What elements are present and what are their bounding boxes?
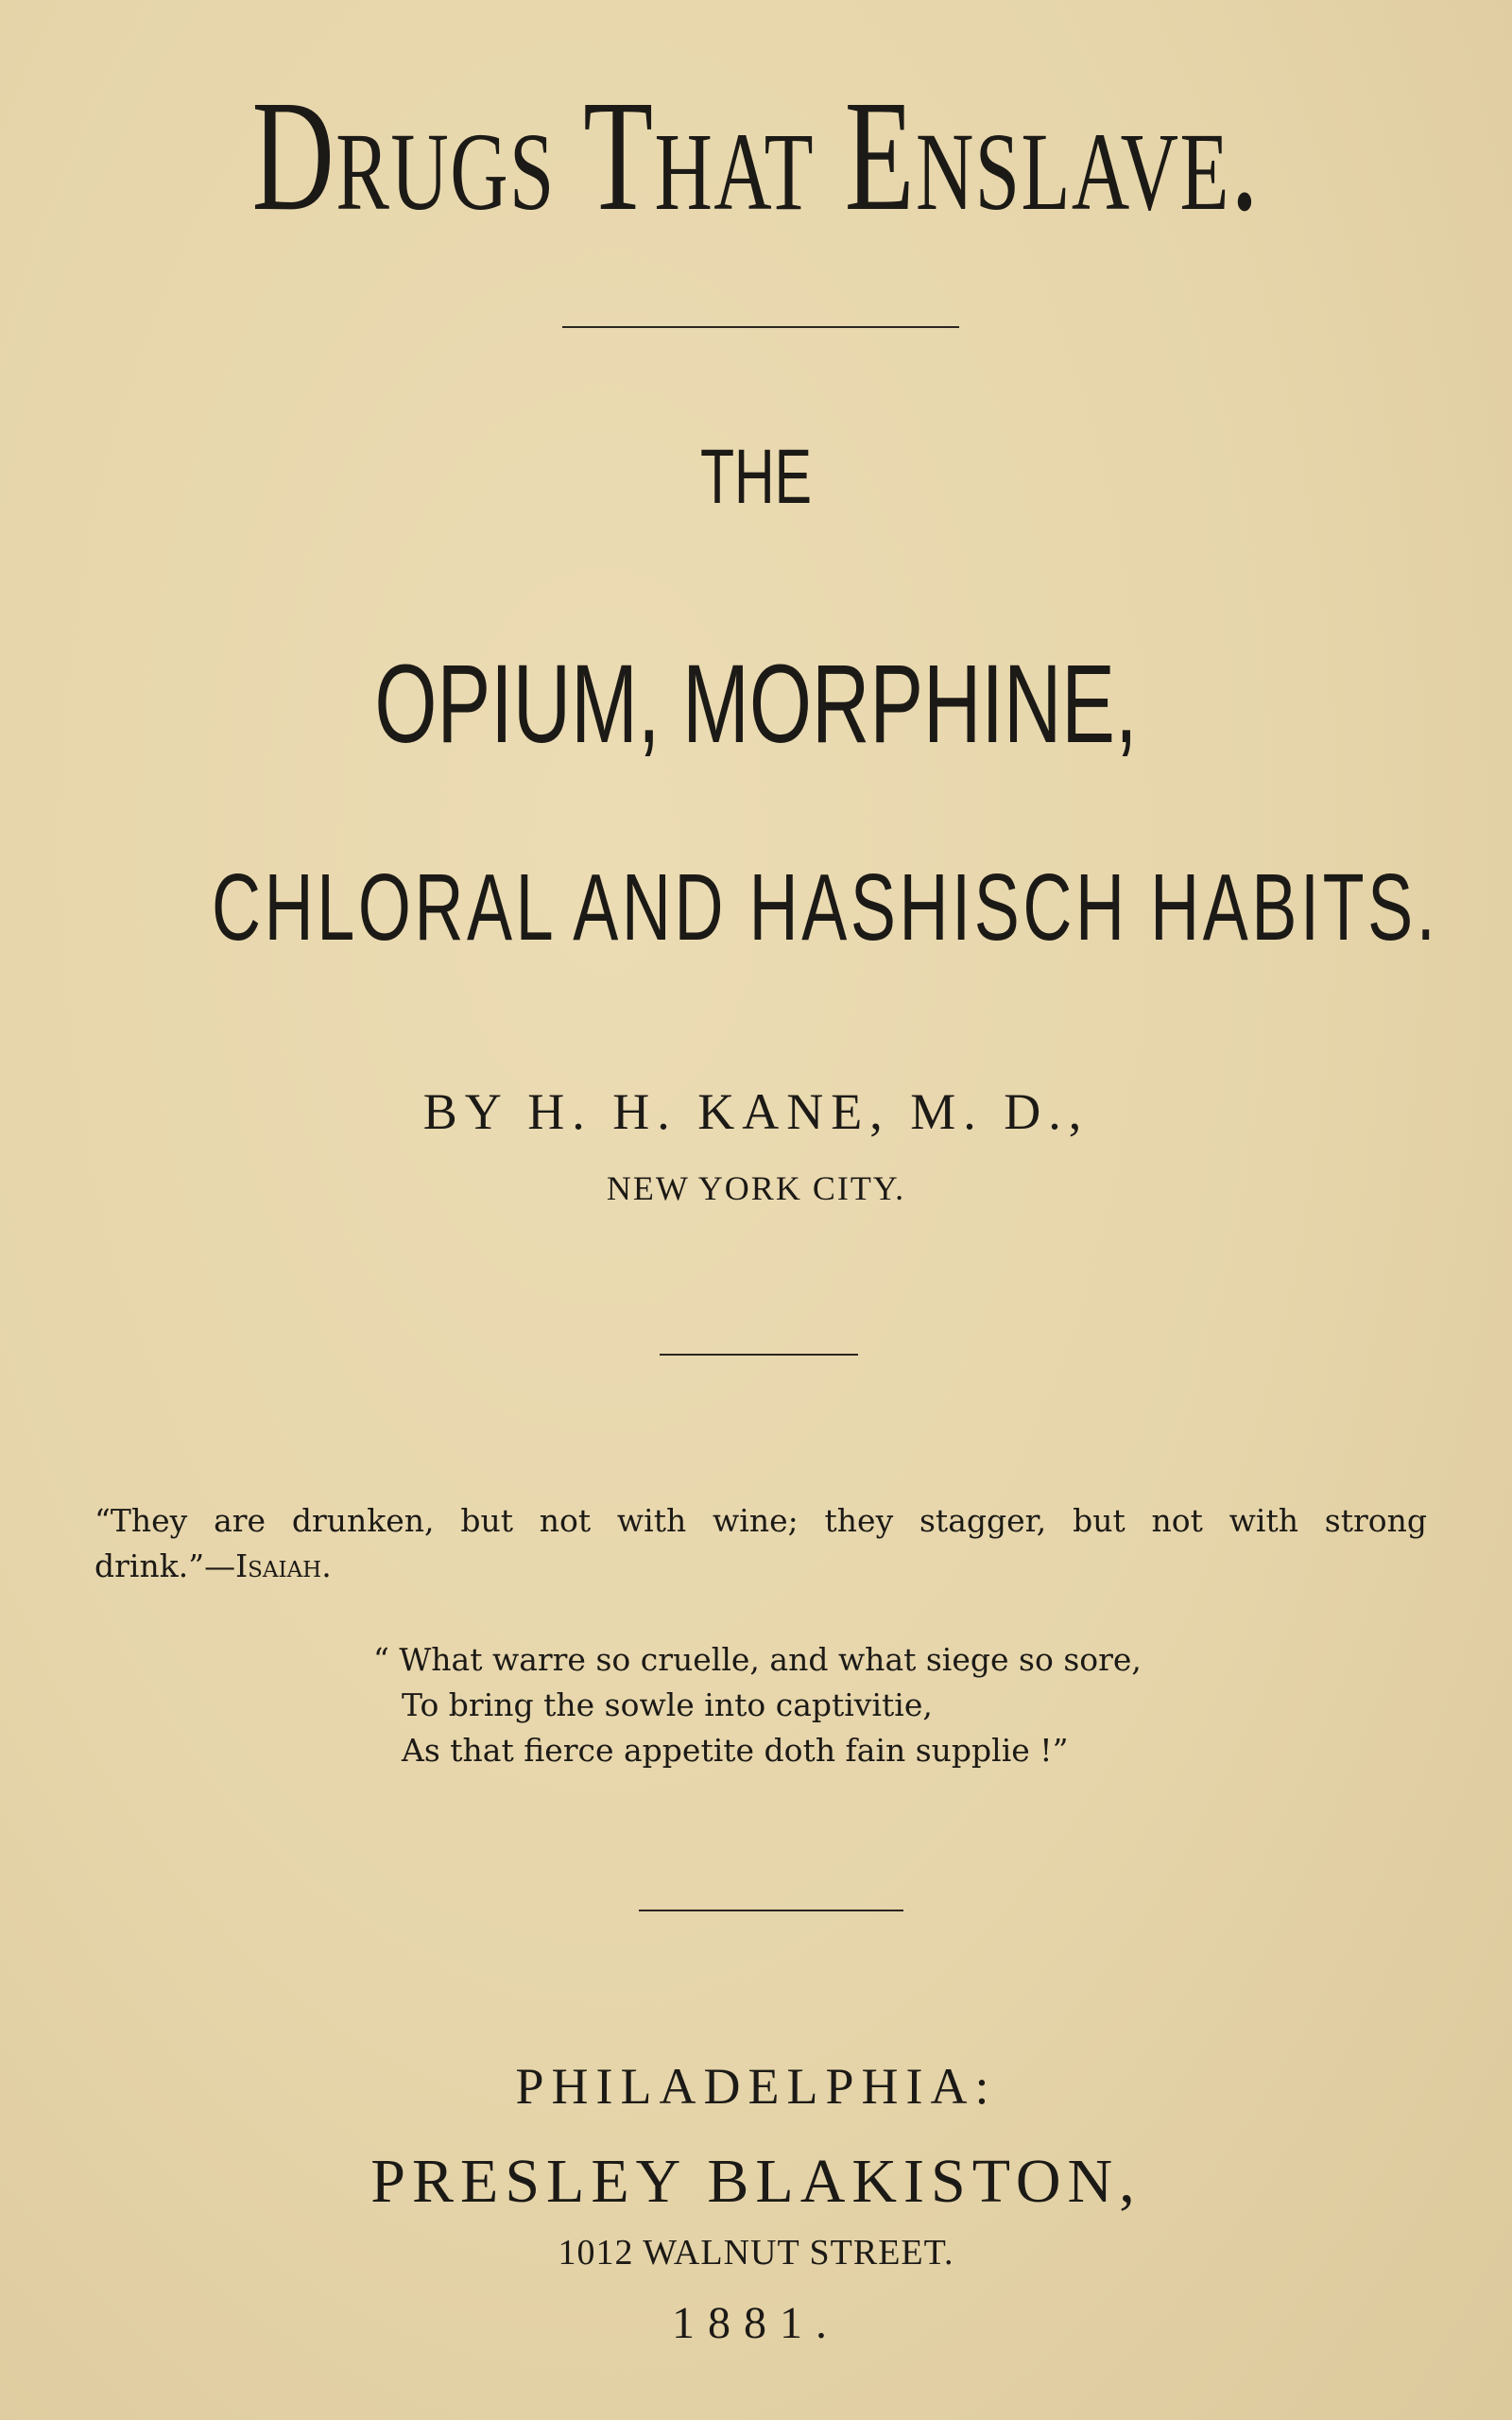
imprint-year: 1881. bbox=[672, 2298, 840, 2348]
epigraph-isaiah-text: “They are drunken, but not with wine; they stagger, but not with strong drink.”— bbox=[94, 1502, 1427, 1584]
imprint-address: 1012 WALNUT STREET. bbox=[558, 2233, 954, 2273]
author-location: NEW YORK CITY. bbox=[606, 1169, 906, 1207]
book-title: Drugs That Enslave. bbox=[251, 68, 1261, 244]
author-divider bbox=[660, 1354, 858, 1356]
subtitle-line-2: CHLORAL AND HASHISCH HABITS. bbox=[212, 855, 1439, 960]
epigraph-verse-line-2: To bring the sowle into captivitie, bbox=[402, 1686, 933, 1723]
imprint-divider bbox=[639, 1910, 903, 1911]
imprint-city: PHILADELPHIA: bbox=[515, 2058, 997, 2115]
author-byline: BY H. H. KANE, M. D., bbox=[422, 1083, 1090, 1140]
epigraph-verse-line-3: As that fierce appetite doth fain supplie !” bbox=[402, 1732, 1069, 1769]
epigraph-isaiah bbox=[94, 1498, 1427, 1589]
subtitle-the: THE bbox=[699, 434, 813, 520]
subtitle-line-1: OPIUM, MORPHINE, bbox=[374, 642, 1138, 767]
epigraph-verse-line-1: “ What warre so cruelle, and what siege so sore, bbox=[373, 1641, 1142, 1678]
epigraph-verse bbox=[373, 1637, 1224, 1773]
imprint-publisher: PRESLEY BLAKISTON, bbox=[370, 2147, 1142, 2216]
epigraph-isaiah-attribution: Isaiah. bbox=[235, 1547, 332, 1584]
title-divider bbox=[562, 326, 959, 328]
